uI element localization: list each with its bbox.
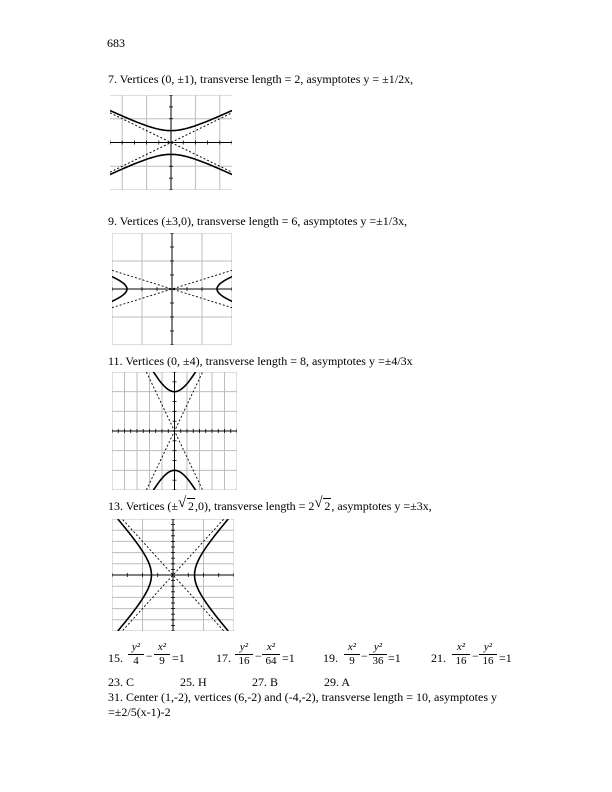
sqrt-two-1: √ 2 — [178, 495, 195, 513]
hyperbola-graph-11 — [112, 372, 237, 490]
problem-11-text: 11. Vertices (0, ±4), transverse length = 8, asymptotes y =±4/3x — [108, 354, 413, 368]
answer-29: 29. A — [324, 675, 351, 689]
problem-13-part-b: ,0), transverse length = 2 — [195, 499, 315, 513]
radical-sign-icon: √ — [178, 495, 187, 511]
problem-13-part-a: 13. Vertices (± — [108, 499, 179, 513]
sqrt-two-2: √ 2 — [314, 495, 331, 513]
hyperbola-graph-13 — [112, 519, 234, 631]
problem-7-text: 7. Vertices (0, ±1), transverse length = 2, asymptotes y = ±1/2x, — [108, 72, 414, 86]
hyperbola-graph-7 — [110, 95, 232, 190]
answer-25: 25. H — [180, 675, 207, 689]
hyperbola-graph-9 — [112, 233, 232, 345]
answer-23: 23. C — [108, 675, 135, 689]
problem-31-line-2: =±2/5(x-1)-2 — [108, 705, 171, 719]
problem-9-text: 9. Vertices (±3,0), transverse length = 6, asymptotes y =±1/3x, — [108, 214, 408, 228]
radical-sign-icon: √ — [314, 495, 323, 511]
answer-27: 27. B — [252, 675, 279, 689]
problem-13-text — [108, 495, 432, 513]
problem-31-line-1: 31. Center (1,-2), vertices (6,-2) and (-4,-2), transverse length = 10, asymptotes y — [108, 690, 497, 704]
page-number: 683 — [107, 36, 125, 50]
problem-13-part-c: , asymptotes y =±3x, — [331, 499, 432, 513]
